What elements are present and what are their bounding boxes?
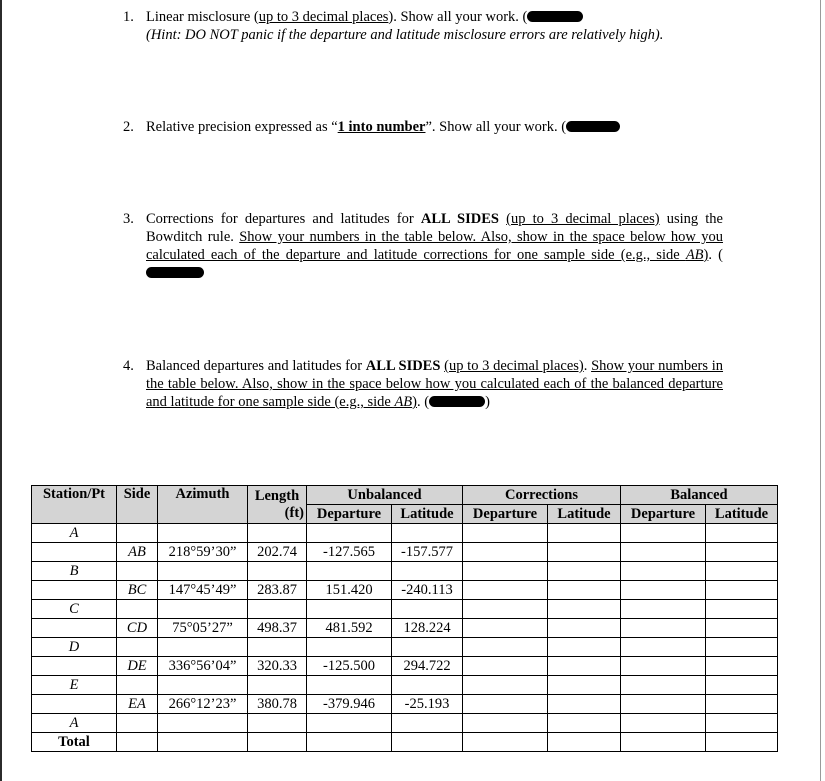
header-balanced: Balanced <box>621 486 778 505</box>
header-length-line2: (ft) <box>284 504 304 521</box>
question-2-number: 2. <box>123 119 134 135</box>
length-cell: 283.87 <box>248 581 307 600</box>
station-cell: A <box>32 524 117 543</box>
side-row <box>32 543 778 562</box>
redaction-mark <box>429 396 485 407</box>
question-3-text-mid: using the Bowditch rule. <box>146 211 723 245</box>
azimuth-cell: 75°05’27” <box>158 619 248 638</box>
empty-cell <box>248 676 307 695</box>
empty-cell <box>548 619 621 638</box>
question-2 <box>123 118 723 136</box>
empty-cell <box>117 638 158 657</box>
side-row <box>32 657 778 676</box>
empty-cell <box>463 638 548 657</box>
empty-cell <box>248 562 307 581</box>
empty-cell <box>548 714 621 733</box>
empty-cell <box>392 676 463 695</box>
header-side: Side <box>117 486 158 524</box>
empty-cell <box>706 676 778 695</box>
station-cell: C <box>32 600 117 619</box>
redaction-mark <box>146 267 204 278</box>
empty-cell <box>117 676 158 695</box>
empty-cell <box>463 581 548 600</box>
question-4-underlined-2: Show your numbers in the table below. Also, show in the space below how you calculated each of the balanced departure and latitude for one sample side (e.g., side <box>146 358 724 410</box>
station-cell: D <box>32 638 117 657</box>
empty-cell <box>548 600 621 619</box>
empty-cell <box>117 714 158 733</box>
empty-cell <box>706 733 778 752</box>
header-balanced-latitude: Latitude <box>706 505 778 524</box>
departure-cell: -379.946 <box>307 695 392 714</box>
empty-cell <box>32 543 117 562</box>
empty-cell <box>706 600 778 619</box>
header-corrections-departure: Departure <box>463 505 548 524</box>
station-row <box>32 600 778 619</box>
empty-cell <box>392 600 463 619</box>
empty-cell <box>621 638 706 657</box>
station-cell: A <box>32 714 117 733</box>
question-3-bold: ALL SIDES <box>420 211 499 227</box>
departure-cell: -127.565 <box>307 543 392 562</box>
station-cell: B <box>32 562 117 581</box>
side-cell: CD <box>117 619 158 638</box>
empty-cell <box>248 714 307 733</box>
empty-cell <box>463 733 548 752</box>
empty-cell <box>463 600 548 619</box>
length-cell: 202.74 <box>248 543 307 562</box>
question-3-underlined-1: (up to 3 decimal places) <box>506 211 660 227</box>
azimuth-cell: 336°56’04” <box>158 657 248 676</box>
empty-cell <box>32 581 117 600</box>
empty-cell <box>117 733 158 752</box>
question-4-close: ) <box>485 394 490 410</box>
question-4-underlined-1: (up to 3 decimal places) <box>444 358 584 374</box>
latitude-cell: -157.577 <box>392 543 463 562</box>
empty-cell <box>621 600 706 619</box>
empty-cell <box>706 619 778 638</box>
empty-cell <box>548 676 621 695</box>
header-azimuth: Azimuth <box>158 486 248 524</box>
page-right-border <box>820 0 821 781</box>
empty-cell <box>307 600 392 619</box>
empty-cell <box>463 619 548 638</box>
header-station: Station/Pt <box>32 486 117 524</box>
empty-cell <box>32 695 117 714</box>
question-1-text: Linear misclosure ( <box>146 9 259 25</box>
header-unbalanced-departure: Departure <box>307 505 392 524</box>
header-length-line1: Length <box>254 487 300 504</box>
question-3 <box>123 210 723 282</box>
empty-cell <box>392 714 463 733</box>
total-label: Total <box>32 733 117 752</box>
station-row <box>32 638 778 657</box>
empty-cell <box>621 676 706 695</box>
side-cell: BC <box>117 581 158 600</box>
station-row <box>32 562 778 581</box>
question-3-underlined-2: Show your numbers in the table below. Also, show in the space below how you calculated each of the departure and latitude corrections for one sample side (e.g., side <box>146 229 723 263</box>
departure-cell: 481.592 <box>307 619 392 638</box>
empty-cell <box>392 524 463 543</box>
question-3-text-end: . ( <box>708 247 723 263</box>
empty-cell <box>621 562 706 581</box>
question-4-text-end: . ( <box>417 394 430 410</box>
question-2-text: Relative precision expressed as “ <box>146 119 338 135</box>
side-cell: EA <box>117 695 158 714</box>
header-unbalanced: Unbalanced <box>307 486 463 505</box>
latitude-cell: 294.722 <box>392 657 463 676</box>
empty-cell <box>307 733 392 752</box>
question-1-underlined: up to 3 decimal places <box>258 9 389 25</box>
header-corrections-latitude: Latitude <box>548 505 621 524</box>
question-4-bold: ALL SIDES <box>365 358 441 374</box>
empty-cell <box>463 543 548 562</box>
azimuth-cell: 218°59’30” <box>158 543 248 562</box>
empty-cell <box>706 581 778 600</box>
empty-cell <box>463 657 548 676</box>
question-3-text: Corrections for departures and latitudes for <box>146 211 421 227</box>
side-cell: DE <box>117 657 158 676</box>
empty-cell <box>248 600 307 619</box>
header-corrections: Corrections <box>463 486 621 505</box>
empty-cell <box>392 562 463 581</box>
question-2-text-end: ”. Show all your work. ( <box>425 119 567 135</box>
empty-cell <box>307 714 392 733</box>
latitude-cell: -240.113 <box>392 581 463 600</box>
departure-cell: 151.420 <box>307 581 392 600</box>
empty-cell <box>621 581 706 600</box>
question-1-hint: (Hint: DO NOT panic if the departure and latitude misclosure errors are relatively high). <box>146 27 664 43</box>
question-3-number: 3. <box>123 211 134 227</box>
empty-cell <box>248 638 307 657</box>
empty-cell <box>548 524 621 543</box>
empty-cell <box>621 619 706 638</box>
empty-cell <box>706 657 778 676</box>
empty-cell <box>32 657 117 676</box>
question-4-text-mid: . <box>583 358 592 374</box>
empty-cell <box>621 733 706 752</box>
question-2-bold: 1 into number <box>337 119 426 135</box>
empty-cell <box>307 562 392 581</box>
empty-cell <box>706 714 778 733</box>
empty-cell <box>158 714 248 733</box>
empty-cell <box>463 524 548 543</box>
side-row <box>32 619 778 638</box>
empty-cell <box>158 524 248 543</box>
empty-cell <box>307 638 392 657</box>
empty-cell <box>158 638 248 657</box>
empty-cell <box>621 695 706 714</box>
station-cell: E <box>32 676 117 695</box>
departure-cell: -125.500 <box>307 657 392 676</box>
empty-cell <box>463 676 548 695</box>
empty-cell <box>463 695 548 714</box>
question-3-underlined-end: ) <box>703 247 709 263</box>
empty-cell <box>117 562 158 581</box>
empty-cell <box>248 524 307 543</box>
empty-cell <box>32 619 117 638</box>
empty-cell <box>158 676 248 695</box>
empty-cell <box>117 600 158 619</box>
azimuth-cell: 266°12’23” <box>158 695 248 714</box>
side-row <box>32 695 778 714</box>
empty-cell <box>621 543 706 562</box>
empty-cell <box>392 638 463 657</box>
empty-cell <box>158 600 248 619</box>
station-row <box>32 714 778 733</box>
empty-cell <box>392 733 463 752</box>
empty-cell <box>307 676 392 695</box>
station-row <box>32 524 778 543</box>
empty-cell <box>621 524 706 543</box>
empty-cell <box>158 562 248 581</box>
empty-cell <box>307 524 392 543</box>
empty-cell <box>621 714 706 733</box>
empty-cell <box>706 524 778 543</box>
header-unbalanced-latitude: Latitude <box>392 505 463 524</box>
empty-cell <box>548 638 621 657</box>
question-4-side-name: AB <box>394 394 413 410</box>
redaction-mark <box>527 11 583 22</box>
question-4-text: Balanced departures and latitudes for <box>146 358 366 374</box>
empty-cell <box>463 714 548 733</box>
empty-cell <box>117 524 158 543</box>
empty-cell <box>548 733 621 752</box>
question-1-text-end: ). Show all your work. ( <box>388 9 528 25</box>
empty-cell <box>706 638 778 657</box>
azimuth-cell: 147°45’49” <box>158 581 248 600</box>
traverse-table <box>31 485 778 752</box>
header-length <box>248 486 307 524</box>
page-left-border <box>0 0 2 781</box>
empty-cell <box>548 581 621 600</box>
empty-cell <box>463 562 548 581</box>
latitude-cell: 128.224 <box>392 619 463 638</box>
length-cell: 380.78 <box>248 695 307 714</box>
question-1-number: 1. <box>123 9 134 25</box>
question-3-side-name: AB <box>685 247 704 263</box>
station-row <box>32 676 778 695</box>
question-1 <box>123 8 723 44</box>
empty-cell <box>548 657 621 676</box>
latitude-cell: -25.193 <box>392 695 463 714</box>
empty-cell <box>248 733 307 752</box>
question-4-number: 4. <box>123 358 134 374</box>
empty-cell <box>158 733 248 752</box>
empty-cell <box>706 543 778 562</box>
total-row <box>32 733 778 752</box>
length-cell: 498.37 <box>248 619 307 638</box>
length-cell: 320.33 <box>248 657 307 676</box>
empty-cell <box>621 657 706 676</box>
empty-cell <box>706 562 778 581</box>
empty-cell <box>706 695 778 714</box>
redaction-mark <box>566 121 620 132</box>
empty-cell <box>548 543 621 562</box>
header-balanced-departure: Departure <box>621 505 706 524</box>
question-4-underlined-end: ) <box>412 394 418 410</box>
empty-cell <box>548 695 621 714</box>
side-cell: AB <box>117 543 158 562</box>
side-row <box>32 581 778 600</box>
empty-cell <box>548 562 621 581</box>
question-4 <box>123 357 723 411</box>
